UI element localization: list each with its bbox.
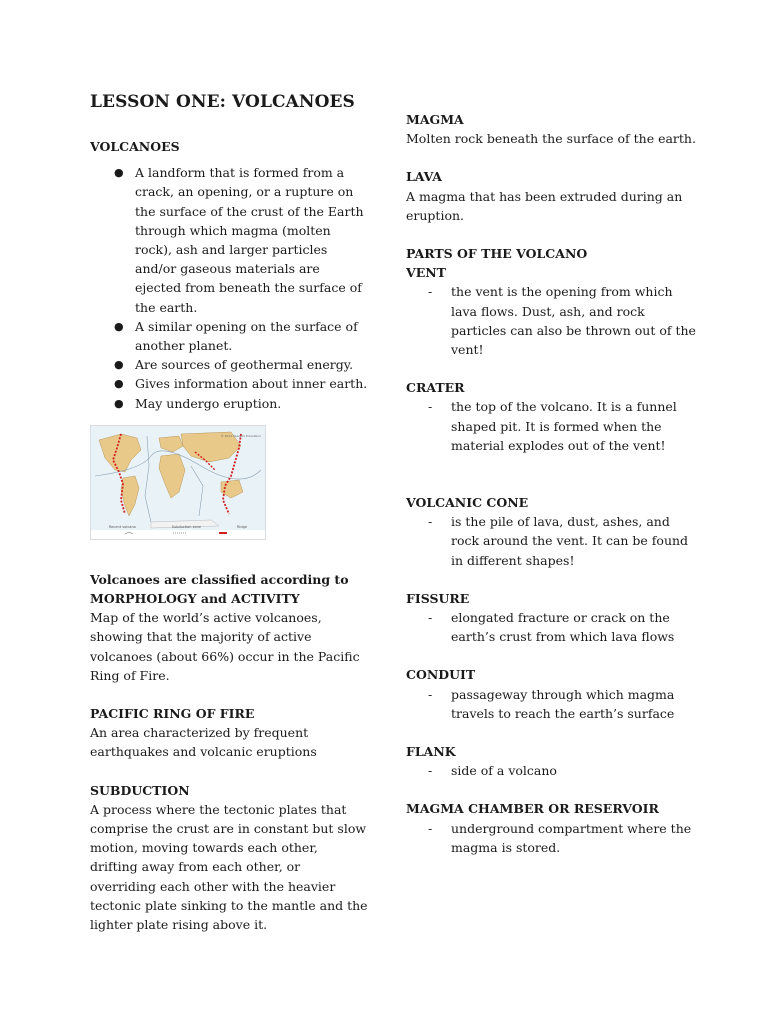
- flank-heading: FLANK: [406, 744, 456, 760]
- vent-heading: VENT: [406, 265, 446, 281]
- list-item: ● Are sources of geothermal energy.: [90, 355, 368, 374]
- lava-text: A magma that has been extruded during an eruption.: [406, 188, 683, 223]
- list-item: ● A similar opening on the surface of another planet.: [90, 317, 368, 355]
- list-item: - the vent is the opening from which lava flows. Dust, ash, and rock particles can also be thrown out of the vent!: [406, 282, 696, 359]
- conduit-list: [406, 685, 696, 723]
- list-item: - side of a volcano: [406, 761, 696, 780]
- classified-line-2: MORPHOLOGY and ACTIVITY: [90, 591, 300, 607]
- world-volcano-map: [90, 425, 266, 540]
- crater-list: [406, 397, 696, 455]
- legend-item: Subduction zone: [171, 524, 201, 529]
- list-item: ● May undergo eruption.: [90, 394, 368, 413]
- list-item: - passageway through which magma travels to reach the earth’s surface: [406, 685, 696, 723]
- list-item: - is the pile of lava, dust, ashes, and rock around the vent. It can be found in different shapes!: [406, 512, 696, 570]
- list-item: ● A landform that is formed from a crack, an opening, or a rupture on the surface of the crust of the Earth through which magma (molten rock), ash and larger particles and/or gaseous materials are ejected from beneath the surface of the earth.: [90, 163, 368, 317]
- flank-list: [406, 761, 696, 780]
- volcanic-cone-heading: VOLCANIC CONE: [406, 495, 529, 511]
- legend-item: Recent volcano: [108, 524, 136, 529]
- fissure-heading: FISSURE: [406, 590, 470, 606]
- conduit-heading: CONDUIT: [406, 667, 476, 683]
- magma-heading: MAGMA: [406, 112, 464, 127]
- volcano-bullet-list: [90, 163, 368, 413]
- magma-chamber-list: [406, 819, 696, 857]
- list-item: - the top of the volcano. It is a funnel shaped pit. It is formed when the material explodes out of the vent!: [406, 397, 696, 455]
- volcanic-cone-list: [406, 512, 696, 570]
- lava-heading: LAVA: [406, 169, 443, 185]
- ring-of-fire-text: An area characterized by frequent earthquakes and volcanic eruptions: [90, 725, 317, 760]
- volcanoes-heading: VOLCANOES: [90, 139, 180, 154]
- magma-text: Molten rock beneath the surface of the earth.: [406, 131, 696, 147]
- left-column: [90, 137, 368, 934]
- list-item: - elongated fracture or crack on the earth’s crust from which lava flows: [406, 608, 696, 646]
- fissure-list: [406, 608, 696, 646]
- page-title: LESSON ONE: VOLCANOES: [90, 92, 355, 112]
- crater-heading: CRATER: [406, 380, 465, 396]
- vent-list: [406, 282, 696, 359]
- parts-heading: PARTS OF THE VOLCANO: [406, 246, 588, 262]
- subduction-heading: SUBDUCTION: [90, 782, 190, 798]
- subduction-text: A process where the tectonic plates that comprise the crust are in constant but slow motion, moving towards each other, drifting away from each other, or overriding each other with the heavier tectonic plate sinking to the mantle and the lighter plate rising above it.: [90, 801, 368, 933]
- map-copyright: © 2011 Pearson Education: [220, 433, 261, 438]
- ring-of-fire-heading: PACIFIC RING OF FIRE: [90, 706, 255, 722]
- magma-chamber-heading: MAGMA CHAMBER OR RESERVOIR: [406, 801, 659, 817]
- map-description: Map of the world’s active volcanoes, showing that the majority of active volcanoes (about 66%) occur in the Pacific Ring of Fire.: [90, 610, 360, 683]
- classified-line-1: Volcanoes are classified according to: [90, 571, 349, 587]
- list-item: ● Gives information about inner earth.: [90, 374, 368, 393]
- right-column: [406, 110, 696, 857]
- legend-item: Ridge: [236, 524, 247, 529]
- list-item: - underground compartment where the magma is stored.: [406, 819, 696, 857]
- map-legend: [91, 518, 265, 537]
